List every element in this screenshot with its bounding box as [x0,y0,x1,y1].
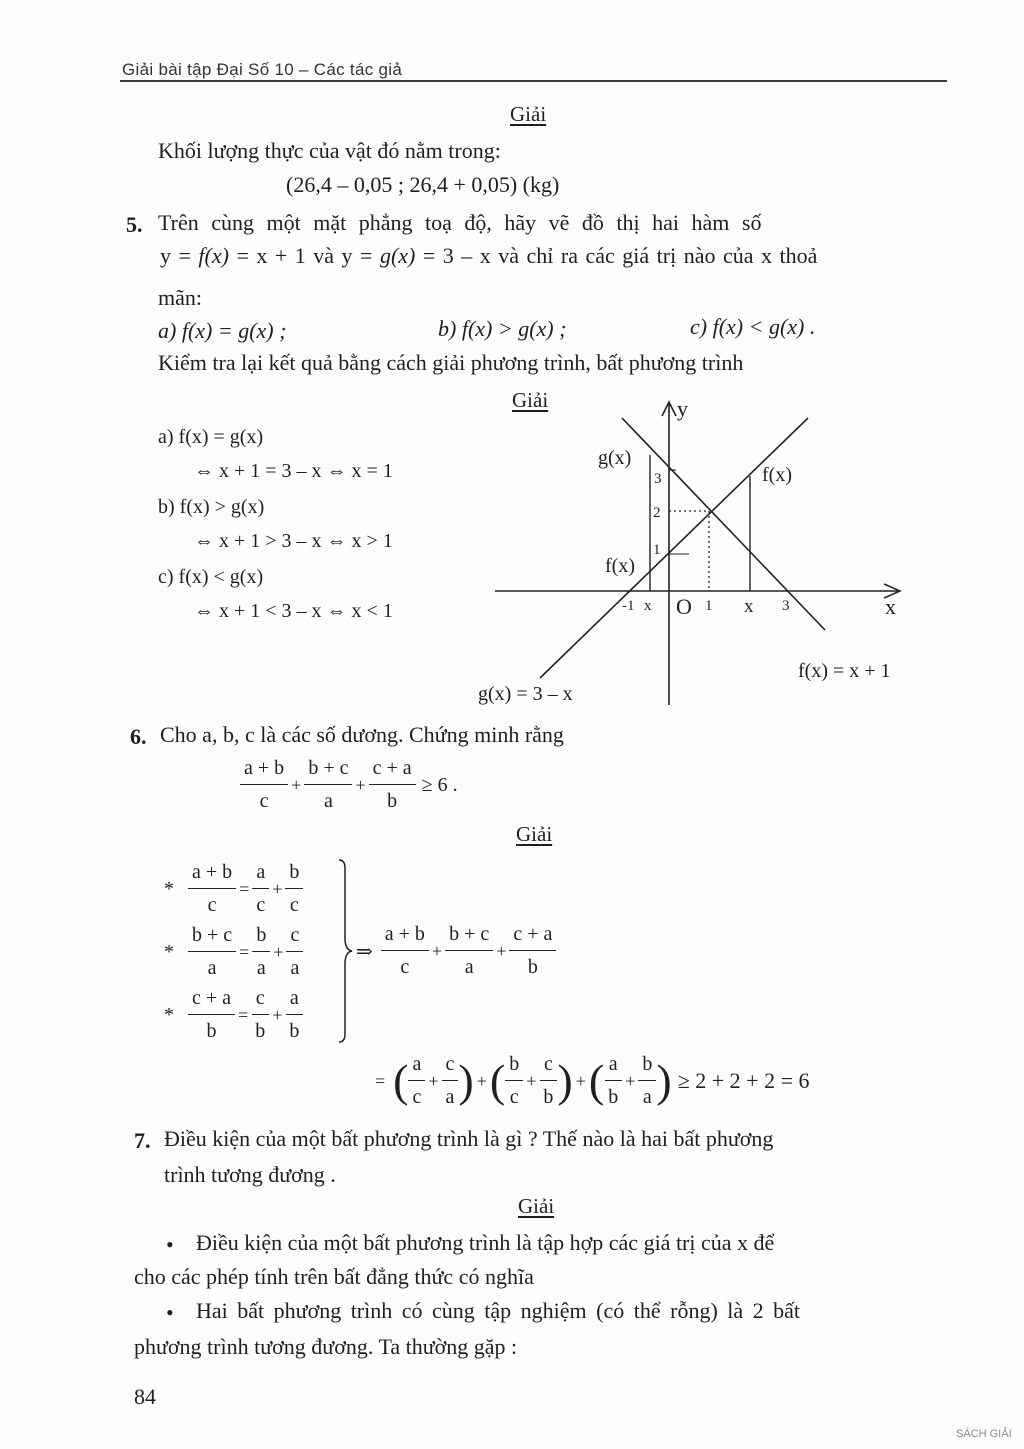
line-fx [540,418,808,678]
ex6-implication: ⇒ $\frac{a + b}{c}$ + $\frac{b + c}{a}$ + $\frac{c + a}{b}$ [356,922,556,980]
ex7-question-2: trình tương đương . [164,1162,336,1187]
ex7-question-1: Điều kiện của một bất phương trình là gì ? Thế nào là hai bất phương [164,1126,774,1151]
tick-1: 1 [705,598,713,614]
label-fx-left: f(x) [605,555,635,577]
label-f-equation: f(x) = x + 1 [798,660,891,682]
line-gx [622,418,825,630]
solution-heading: Giải [512,388,549,412]
ex5-line1: Trên cùng một mặt phẳng toạ độ, hãy vẽ đồ thị hai hàm số [158,210,762,235]
ex6-step-3: * $\frac{c + a}{b}$ = $\frac{c}{b}$ + $\frac{a}{b}$ [164,986,303,1044]
ex5-sol-c1: c) f(x) < g(x) [158,566,264,588]
ex4-line2: (26,4 – 0,05 ; 26,4 + 0,05) (kg) [286,172,560,197]
ex5-number: 5. [126,212,143,237]
ex7-answer-2a: Hai bất phương trình có cùng tập nghiệm (có thể rỗng) là 2 bất [196,1298,801,1323]
ytick-1: 1 [653,542,661,558]
header-rule [120,80,947,82]
solution-heading: Giải [516,822,553,846]
ex7-answer-2b: phương trình tương đương. Ta thường gặp : [134,1334,518,1359]
x-axis-label: x [885,594,896,619]
solution-heading: Giải [518,1194,555,1218]
ex6-inequality: $\frac{a + b}{c}$ + $\frac{b + c}{a}$ + $\frac{c + a}{b}$ ≥ 6 . [240,756,458,814]
label-fx-top: f(x) [762,464,792,486]
y-axis-label: y [677,396,688,421]
fraction: $\frac{b + c}{a}$ [304,756,352,814]
origin-label: O [676,594,692,619]
ex5-option-b: b) f(x) > g(x) ; [438,316,567,341]
solution-heading: Giải [510,102,547,126]
ex6-number: 6. [130,724,147,749]
label-g-equation: g(x) = 3 – x [478,683,573,705]
ytick-2: 2 [653,505,661,521]
bullet-icon: • [166,1300,174,1325]
right-paren: ) [557,1055,573,1106]
left-paren: ( [393,1055,409,1106]
right-paren: ) [458,1055,474,1106]
ex6-step-1: * $\frac{a + b}{c}$ = $\frac{a}{c}$ + $\frac{b}{c}$ [164,860,303,918]
ex5-sol-a1: a) f(x) = g(x) [158,426,264,448]
function-graph [470,395,950,710]
ex6-step-2: * $\frac{b + c}{a}$ = $\frac{b}{a}$ + $\frac{c}{a}$ [164,923,303,981]
ex5-sol-b2: ⇔ x + 1 > 3 – x ⇔ x > 1 [194,530,393,552]
running-header: Giải bài tập Đại Số 10 – Các tác giả [122,60,403,79]
ex5-line2: y = f(x) = x + 1 và y = g(x) = 3 – x và chỉ ra các giá trị nào của x thoả [160,243,818,268]
ex6-final: = ( $\frac{a}{c}$ + $\frac{c}{a}$ ) + ( $\frac{b}{c}$ + $\frac{c}{b}$ ) + ( $\frac{a}{b}$ + $\frac{b}{a}$ ) ≥ 2 + 2 + 2 = 6 [375,1053,810,1108]
ex6-statement: Cho a, b, c là các số dương. Chứng minh rằng [160,722,564,747]
ex5-check: Kiểm tra lại kết quả bằng cách giải phương trình, bất phương trình [158,350,744,375]
ytick-3: 3 [654,471,662,487]
ex5-sol-b1: b) f(x) > g(x) [158,496,265,518]
ex5-sol-c2: ⇔ x + 1 < 3 – x ⇔ x < 1 [194,600,393,622]
ex5-sol-a2: ⇔ x + 1 = 3 – x ⇔ x = 1 [194,460,393,482]
page-number: 84 [134,1384,156,1409]
ex4-line1: Khối lượng thực của vật đó nằm trong: [158,138,501,163]
ex5-option-c: c) f(x) < g(x) . [690,314,816,339]
right-paren: ) [656,1055,672,1106]
tick-x-right: x [744,596,754,617]
watermark-logo: SÁCH GIẢI [956,1428,1012,1440]
ex5-line3: mãn: [158,285,202,310]
tick-x-left: x [644,598,652,614]
bullet-icon: • [166,1232,174,1257]
left-paren: ( [588,1055,605,1106]
label-gx-top: g(x) [598,447,632,469]
tick-3: 3 [782,598,790,614]
ex7-answer-1a: Điều kiện của một bất phương trình là tập hợp các giá trị của x để [196,1230,775,1255]
tick-minus-1: -1 [622,598,635,614]
ex7-number: 7. [134,1128,151,1153]
fraction: $\frac{c + a}{b}$ [369,756,416,814]
ex5-option-a: a) f(x) = g(x) ; [158,318,287,343]
left-paren: ( [489,1055,506,1106]
ex7-answer-1b: cho các phép tính trên bất đẳng thức có nghĩa [134,1264,534,1289]
fraction: $\frac{a + b}{c}$ [240,756,288,814]
